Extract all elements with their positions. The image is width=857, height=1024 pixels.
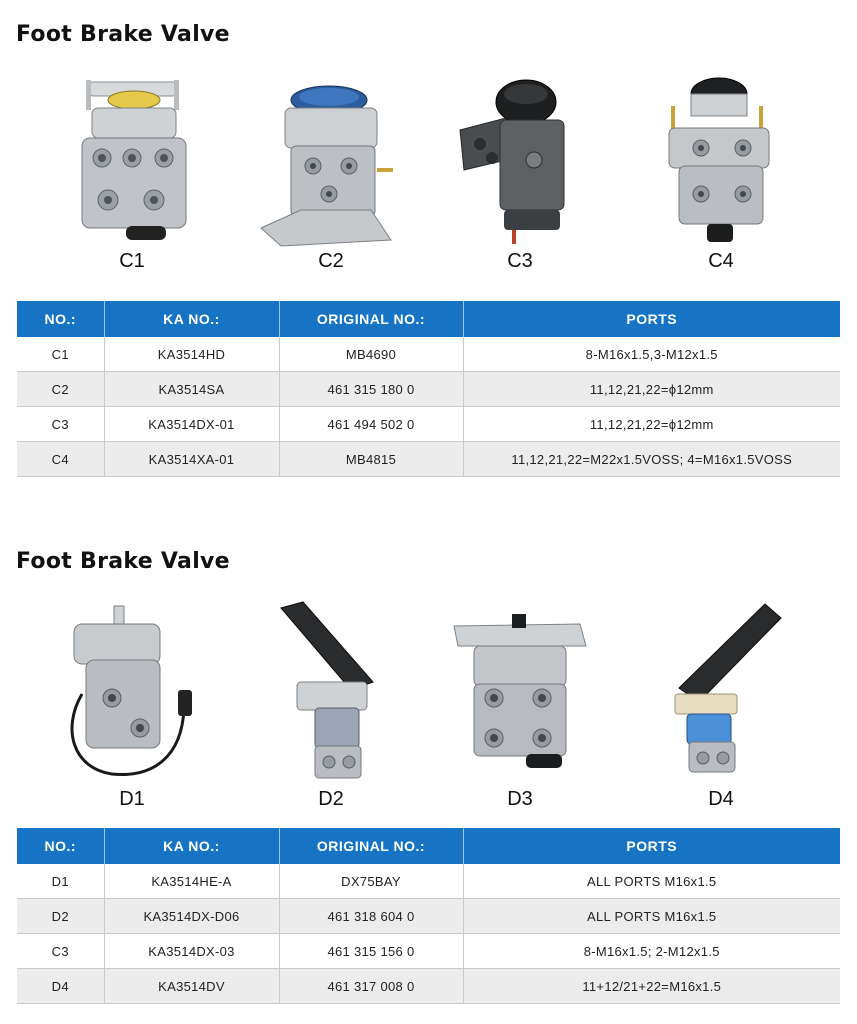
cell-ka-no: KA3514XA-01 <box>104 442 279 477</box>
cell-ports: 8-M16x1.5,3-M12x1.5 <box>463 337 840 372</box>
product-c4 <box>631 60 811 300</box>
col-header-ports: PORTS <box>463 301 840 337</box>
product-label: C3 <box>507 250 533 272</box>
cell-ports: 11,12,21,22=ϕ12mm <box>463 407 840 442</box>
valve-c1-image <box>42 60 222 250</box>
cell-original-no: 461 318 604 0 <box>279 899 463 934</box>
table-header-row <box>17 301 840 337</box>
cell-ports: ALL PORTS M16x1.5 <box>463 899 840 934</box>
col-header-ka-no: KA NO.: <box>104 828 279 864</box>
table-header-row <box>17 828 840 864</box>
product-c3 <box>430 60 610 300</box>
cell-no: D2 <box>17 899 104 934</box>
product-d1 <box>42 598 222 838</box>
col-header-original-no: ORIGINAL NO.: <box>279 828 463 864</box>
product-label: D3 <box>507 788 533 810</box>
cell-original-no: DX75BAY <box>279 864 463 899</box>
cell-ports: ALL PORTS M16x1.5 <box>463 864 840 899</box>
table-row <box>17 934 840 969</box>
product-c2 <box>241 60 421 300</box>
table-row <box>17 407 840 442</box>
table-row <box>17 969 840 1004</box>
table-row <box>17 372 840 407</box>
cell-original-no: 461 494 502 0 <box>279 407 463 442</box>
valve-c2-image <box>241 60 421 250</box>
spec-table <box>17 828 840 1004</box>
cell-no: C2 <box>17 372 104 407</box>
cell-original-no: MB4690 <box>279 337 463 372</box>
product-label: C1 <box>119 250 145 272</box>
cell-no: D1 <box>17 864 104 899</box>
product-label: D2 <box>318 788 344 810</box>
table-row <box>17 899 840 934</box>
valve-d3-image <box>430 598 610 788</box>
cell-ka-no: KA3514DX-01 <box>104 407 279 442</box>
table-row <box>17 864 840 899</box>
product-d2 <box>241 598 421 838</box>
col-header-no: NO.: <box>17 301 104 337</box>
cell-original-no: MB4815 <box>279 442 463 477</box>
cell-ka-no: KA3514HE-A <box>104 864 279 899</box>
col-header-ka-no: KA NO.: <box>104 301 279 337</box>
cell-ports: 11,12,21,22=M22x1.5VOSS; 4=M16x1.5VOSS <box>463 442 840 477</box>
cell-original-no: 461 317 008 0 <box>279 969 463 1004</box>
section-title: Foot Brake Valve <box>16 549 230 574</box>
col-header-original-no: ORIGINAL NO.: <box>279 301 463 337</box>
table-row <box>17 442 840 477</box>
cell-ka-no: KA3514DX-03 <box>104 934 279 969</box>
cell-no: C1 <box>17 337 104 372</box>
cell-ka-no: KA3514DV <box>104 969 279 1004</box>
product-label: C4 <box>708 250 734 272</box>
product-d3 <box>430 598 610 838</box>
spec-table <box>17 301 840 477</box>
table-row <box>17 337 840 372</box>
section-title: Foot Brake Valve <box>16 22 230 47</box>
product-label: D1 <box>119 788 145 810</box>
product-d4 <box>631 598 811 838</box>
cell-ka-no: KA3514DX-D06 <box>104 899 279 934</box>
valve-d4-image <box>631 598 811 788</box>
cell-no: C3 <box>17 407 104 442</box>
cell-ka-no: KA3514SA <box>104 372 279 407</box>
valve-c3-image <box>430 60 610 250</box>
product-gallery <box>0 60 857 300</box>
product-label: C2 <box>318 250 344 272</box>
cell-no: C4 <box>17 442 104 477</box>
product-gallery <box>0 598 857 838</box>
valve-c4-image <box>631 60 811 250</box>
valve-d2-image <box>241 598 421 788</box>
product-label: D4 <box>708 788 734 810</box>
product-c1 <box>42 60 222 300</box>
col-header-ports: PORTS <box>463 828 840 864</box>
cell-original-no: 461 315 180 0 <box>279 372 463 407</box>
cell-no: D4 <box>17 969 104 1004</box>
cell-ports: 8-M16x1.5; 2-M12x1.5 <box>463 934 840 969</box>
cell-ka-no: KA3514HD <box>104 337 279 372</box>
col-header-no: NO.: <box>17 828 104 864</box>
cell-no: C3 <box>17 934 104 969</box>
cell-original-no: 461 315 156 0 <box>279 934 463 969</box>
cell-ports: 11+12/21+22=M16x1.5 <box>463 969 840 1004</box>
valve-d1-image <box>42 598 222 788</box>
cell-ports: 11,12,21,22=ϕ12mm <box>463 372 840 407</box>
